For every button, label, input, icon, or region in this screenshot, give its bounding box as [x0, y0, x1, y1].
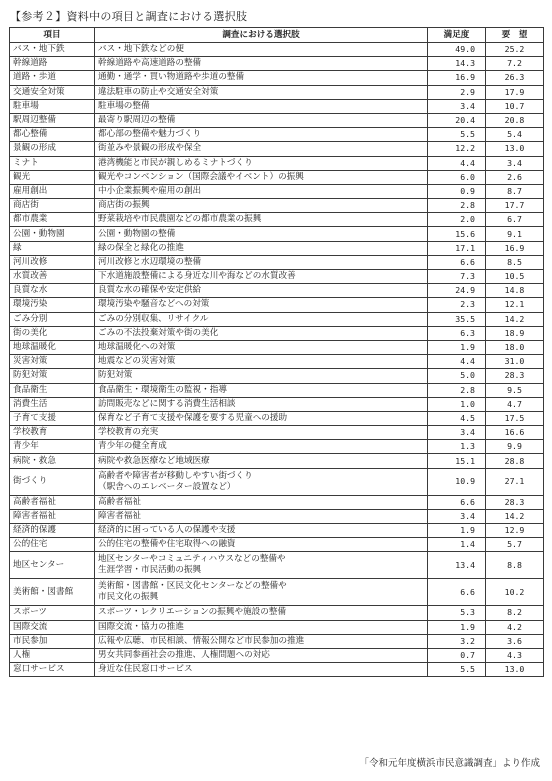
item-cell: 地球温暖化 [10, 340, 95, 354]
table-row [10, 156, 544, 170]
demand-cell: 13.0 [486, 663, 544, 677]
satisfaction-cell: 6.0 [428, 170, 486, 184]
table-row [10, 71, 544, 85]
table-row [10, 634, 544, 648]
demand-cell: 5.4 [486, 128, 544, 142]
item-cell: 障害者福祉 [10, 509, 95, 523]
survey-text-line: 防犯対策 [98, 370, 133, 381]
item-cell: 防犯対策 [10, 369, 95, 383]
item-cell: 窓口サービス [10, 663, 95, 677]
survey-text-line: 野菜栽培や市民農園などの都市農業の振興 [98, 214, 262, 225]
satisfaction-cell: 17.1 [428, 241, 486, 255]
item-cell: 食品衛生 [10, 383, 95, 397]
satisfaction-cell: 12.2 [428, 142, 486, 156]
survey-cell [95, 468, 428, 495]
demand-cell: 28.8 [486, 454, 544, 468]
survey-cell [95, 85, 428, 99]
table-row [10, 99, 544, 113]
demand-cell: 13.0 [486, 142, 544, 156]
survey-text-line: 病院や救急医療など地域医療 [98, 455, 210, 466]
survey-text-line: 地区センターやコミュニティハウスなどの整備や [98, 554, 286, 565]
satisfaction-cell: 0.9 [428, 184, 486, 198]
survey-cell [95, 270, 428, 284]
survey-text-line: 公的住宅の整備や住宅取得への融資 [98, 539, 236, 550]
item-cell: 駅周辺整備 [10, 113, 95, 127]
demand-cell: 8.5 [486, 255, 544, 269]
satisfaction-cell: 49.0 [428, 43, 486, 57]
survey-text-line: ごみの分別収集、リサイクル [98, 313, 209, 324]
satisfaction-cell: 3.2 [428, 634, 486, 648]
survey-text-line: 国際交流・協力の推進 [98, 621, 184, 632]
item-cell: 災害対策 [10, 355, 95, 369]
item-cell: 都市農業 [10, 213, 95, 227]
survey-cell [95, 255, 428, 269]
satisfaction-cell: 24.9 [428, 284, 486, 298]
table-row [10, 199, 544, 213]
demand-cell: 28.3 [486, 495, 544, 509]
demand-cell: 27.1 [486, 468, 544, 495]
table-row [10, 213, 544, 227]
survey-text-line: 地震などの災害対策 [98, 356, 176, 367]
demand-cell: 14.2 [486, 509, 544, 523]
demand-cell: 4.3 [486, 648, 544, 662]
satisfaction-cell: 20.4 [428, 113, 486, 127]
survey-cell [95, 355, 428, 369]
satisfaction-cell: 10.9 [428, 468, 486, 495]
survey-cell [95, 509, 428, 523]
table-row [10, 355, 544, 369]
table-row [10, 620, 544, 634]
table-row [10, 552, 544, 579]
satisfaction-cell: 5.3 [428, 606, 486, 620]
table-row [10, 298, 544, 312]
satisfaction-cell: 4.4 [428, 156, 486, 170]
item-cell: 経済的保護 [10, 524, 95, 538]
item-cell: 河川改修 [10, 255, 95, 269]
survey-text-line: 良質な水の確保や安定供給 [98, 285, 202, 296]
survey-text-line: 中小企業振興や雇用の創出 [98, 185, 202, 196]
item-cell: 都心整備 [10, 128, 95, 142]
satisfaction-cell: 1.9 [428, 524, 486, 538]
survey-cell [95, 383, 428, 397]
survey-text-line: 生涯学習・市民活動の振興 [98, 565, 202, 576]
item-cell: 地区センター [10, 552, 95, 579]
survey-text-line: （駅舎へのエレベーター設置など） [98, 481, 236, 492]
table-row [10, 369, 544, 383]
demand-cell: 16.9 [486, 241, 544, 255]
satisfaction-cell: 1.9 [428, 340, 486, 354]
table-row [10, 579, 544, 606]
demand-cell: 12.1 [486, 298, 544, 312]
survey-text-line: 障害者福祉 [98, 510, 141, 521]
survey-cell [95, 184, 428, 198]
survey-text-line: 青少年の健全育成 [98, 441, 167, 452]
header-satisfaction: 満足度 [428, 28, 486, 43]
table-row [10, 397, 544, 411]
table-row [10, 648, 544, 662]
item-cell: 交通安全対策 [10, 85, 95, 99]
table-row [10, 524, 544, 538]
survey-text-line: 食品衛生・環境衛生の監視・指導 [98, 384, 227, 395]
table-row [10, 43, 544, 57]
survey-cell [95, 213, 428, 227]
table-row [10, 538, 544, 552]
table-row [10, 426, 544, 440]
satisfaction-cell: 5.5 [428, 128, 486, 142]
satisfaction-cell: 4.5 [428, 411, 486, 425]
survey-cell [95, 142, 428, 156]
item-cell: 人権 [10, 648, 95, 662]
table-row [10, 509, 544, 523]
survey-text-line: 広報や広聴、市民相談、情報公開など市民参加の推進 [98, 635, 305, 646]
satisfaction-cell: 1.9 [428, 620, 486, 634]
demand-cell: 7.2 [486, 57, 544, 71]
survey-cell [95, 241, 428, 255]
item-cell: 消費生活 [10, 397, 95, 411]
satisfaction-cell: 0.7 [428, 648, 486, 662]
satisfaction-cell: 3.4 [428, 426, 486, 440]
survey-text-line: 保育など子育て支援や保護を要する児童への援助 [98, 412, 288, 423]
satisfaction-cell: 35.5 [428, 312, 486, 326]
item-cell: 緑 [10, 241, 95, 255]
survey-cell [95, 663, 428, 677]
table-header-row [10, 28, 544, 43]
item-cell: バス・地下鉄 [10, 43, 95, 57]
table-row [10, 270, 544, 284]
table-row [10, 326, 544, 340]
survey-cell [95, 326, 428, 340]
survey-cell [95, 495, 428, 509]
satisfaction-cell: 1.3 [428, 440, 486, 454]
item-cell: 街づくり [10, 468, 95, 495]
survey-cell [95, 552, 428, 579]
satisfaction-cell: 6.6 [428, 495, 486, 509]
item-cell: 美術館・図書館 [10, 579, 95, 606]
survey-cell [95, 648, 428, 662]
survey-cell [95, 538, 428, 552]
survey-text-line: スポーツ・レクリエーションの振興や施設の整備 [98, 607, 287, 618]
survey-text-line: 最寄り駅周辺の整備 [98, 115, 176, 126]
source-note: 「令和元年度横浜市民意識調査」より作成 [359, 758, 540, 769]
survey-cell [95, 524, 428, 538]
survey-cell [95, 369, 428, 383]
survey-cell [95, 440, 428, 454]
table-row [10, 241, 544, 255]
demand-cell: 2.6 [486, 170, 544, 184]
survey-cell [95, 426, 428, 440]
table-row [10, 606, 544, 620]
table-row [10, 255, 544, 269]
survey-text-line: 公園・動物園の整備 [98, 228, 176, 239]
demand-cell: 25.2 [486, 43, 544, 57]
item-cell: 公的住宅 [10, 538, 95, 552]
survey-text-line: 観光やコンベンション（国際会議やイベント）の振興 [98, 171, 304, 182]
demand-cell: 14.8 [486, 284, 544, 298]
table-row [10, 495, 544, 509]
survey-cell [95, 606, 428, 620]
item-cell: 雇用創出 [10, 184, 95, 198]
item-cell: 街の美化 [10, 326, 95, 340]
item-cell: 高齢者福祉 [10, 495, 95, 509]
survey-cell [95, 340, 428, 354]
page-heading: 【参考２】資料中の項目と調査における選択肢 [10, 10, 248, 23]
survey-text-line: 環境汚染や騒音などへの対策 [98, 299, 210, 310]
demand-cell: 10.7 [486, 99, 544, 113]
satisfaction-cell: 1.4 [428, 538, 486, 552]
table-row [10, 383, 544, 397]
survey-text-line: 緑の保全と緑化の推進 [98, 242, 184, 253]
header-item: 項目 [10, 28, 95, 43]
demand-cell: 10.5 [486, 270, 544, 284]
demand-cell: 28.3 [486, 369, 544, 383]
survey-cell [95, 170, 428, 184]
survey-cell [95, 620, 428, 634]
satisfaction-cell: 2.8 [428, 199, 486, 213]
demand-cell: 8.8 [486, 552, 544, 579]
satisfaction-cell: 6.3 [428, 326, 486, 340]
demand-cell: 8.2 [486, 606, 544, 620]
survey-text-line: 港湾機能と市民が親しめるミナトづくり [98, 157, 253, 168]
demand-cell: 18.0 [486, 340, 544, 354]
survey-cell [95, 71, 428, 85]
survey-text-line: 高齢者や障害者が移動しやすい街づくり [98, 470, 253, 481]
table-row [10, 142, 544, 156]
demand-cell: 12.9 [486, 524, 544, 538]
satisfaction-cell: 5.0 [428, 369, 486, 383]
demand-cell: 9.5 [486, 383, 544, 397]
survey-text-line: 通勤・通学・買い物道路や歩道の整備 [98, 72, 245, 83]
table-row [10, 440, 544, 454]
item-cell: ごみ分別 [10, 312, 95, 326]
survey-cell [95, 128, 428, 142]
demand-cell: 17.9 [486, 85, 544, 99]
table-body [10, 43, 544, 677]
satisfaction-cell: 5.5 [428, 663, 486, 677]
demand-cell: 5.7 [486, 538, 544, 552]
table-row [10, 170, 544, 184]
survey-text-line: 美術館・図書館・区民文化センターなどの整備や [98, 581, 287, 592]
satisfaction-cell: 2.9 [428, 85, 486, 99]
survey-text-line: 都心部の整備や魅力づくり [98, 129, 202, 140]
demand-cell: 4.2 [486, 620, 544, 634]
survey-text-line: ごみの不法投棄対策や街の美化 [98, 327, 219, 338]
table-row [10, 85, 544, 99]
item-cell: 子育て支援 [10, 411, 95, 425]
table-row [10, 57, 544, 71]
demand-cell: 6.7 [486, 213, 544, 227]
demand-cell: 9.1 [486, 227, 544, 241]
demand-cell: 17.7 [486, 199, 544, 213]
survey-text-line: 身近な住民窓口サービス [98, 664, 193, 675]
satisfaction-cell: 13.4 [428, 552, 486, 579]
table-row [10, 284, 544, 298]
demand-cell: 17.5 [486, 411, 544, 425]
item-cell: ミナト [10, 156, 95, 170]
satisfaction-cell: 4.4 [428, 355, 486, 369]
satisfaction-cell: 7.3 [428, 270, 486, 284]
item-cell: 観光 [10, 170, 95, 184]
survey-cell [95, 634, 428, 648]
item-cell: スポーツ [10, 606, 95, 620]
survey-cell [95, 113, 428, 127]
item-cell: 病院・救急 [10, 454, 95, 468]
satisfaction-cell: 15.6 [428, 227, 486, 241]
table-row [10, 184, 544, 198]
survey-text-line: バス・地下鉄などの便 [98, 44, 184, 55]
table-row [10, 312, 544, 326]
item-cell: 国際交流 [10, 620, 95, 634]
survey-text-line: 駐車場の整備 [98, 100, 150, 111]
survey-cell [95, 579, 428, 606]
demand-cell: 20.8 [486, 113, 544, 127]
survey-text-line: 男女共同参画社会の推進、人権問題への対応 [98, 650, 270, 661]
demand-cell: 3.6 [486, 634, 544, 648]
survey-cell [95, 454, 428, 468]
table-row [10, 454, 544, 468]
satisfaction-cell: 16.9 [428, 71, 486, 85]
table-row [10, 411, 544, 425]
survey-text-line: 市民文化の振興 [98, 592, 159, 603]
table-row [10, 468, 544, 495]
satisfaction-cell: 6.6 [428, 255, 486, 269]
survey-text-line: 河川改修と水辺環境の整備 [98, 256, 202, 267]
table-row [10, 128, 544, 142]
demand-cell: 18.9 [486, 326, 544, 340]
item-cell: 水質改善 [10, 270, 95, 284]
demand-cell: 8.7 [486, 184, 544, 198]
table-row [10, 340, 544, 354]
header-survey: 調査における選択肢 [95, 28, 428, 43]
satisfaction-cell: 2.3 [428, 298, 486, 312]
item-cell: 良質な水 [10, 284, 95, 298]
survey-cell [95, 298, 428, 312]
survey-text-line: 経済的に困っている人の保護や支援 [98, 525, 236, 536]
survey-items-table [9, 27, 544, 677]
item-cell: 商店街 [10, 199, 95, 213]
table-row [10, 227, 544, 241]
survey-text-line: 幹線道路や高速道路の整備 [98, 58, 202, 69]
satisfaction-cell: 2.8 [428, 383, 486, 397]
satisfaction-cell: 3.4 [428, 509, 486, 523]
survey-text-line: 違法駐車の防止や交通安全対策 [98, 86, 219, 97]
survey-cell [95, 57, 428, 71]
demand-cell: 26.3 [486, 71, 544, 85]
item-cell: 市民参加 [10, 634, 95, 648]
header-demand: 要 望 [486, 28, 544, 43]
survey-cell [95, 397, 428, 411]
item-cell: 駐車場 [10, 99, 95, 113]
survey-text-line: 下水道施設整備による身近な川や海などの水質改善 [98, 271, 296, 282]
satisfaction-cell: 2.0 [428, 213, 486, 227]
demand-cell: 10.2 [486, 579, 544, 606]
survey-text-line: 高齢者福祉 [98, 496, 141, 507]
satisfaction-cell: 14.3 [428, 57, 486, 71]
demand-cell: 31.0 [486, 355, 544, 369]
item-cell: 学校教育 [10, 426, 95, 440]
satisfaction-cell: 1.0 [428, 397, 486, 411]
demand-cell: 14.2 [486, 312, 544, 326]
demand-cell: 16.6 [486, 426, 544, 440]
survey-cell [95, 199, 428, 213]
survey-cell [95, 156, 428, 170]
table-row [10, 113, 544, 127]
survey-text-line: 地球温暖化への対策 [98, 342, 176, 353]
item-cell: 青少年 [10, 440, 95, 454]
survey-cell [95, 43, 428, 57]
survey-text-line: 商店街の振興 [98, 200, 150, 211]
survey-cell [95, 227, 428, 241]
satisfaction-cell: 15.1 [428, 454, 486, 468]
demand-cell: 9.9 [486, 440, 544, 454]
demand-cell: 4.7 [486, 397, 544, 411]
item-cell: 道路・歩道 [10, 71, 95, 85]
survey-text-line: 訪問販売などに関する消費生活相談 [98, 398, 236, 409]
item-cell: 幹線道路 [10, 57, 95, 71]
satisfaction-cell: 6.6 [428, 579, 486, 606]
satisfaction-cell: 3.4 [428, 99, 486, 113]
survey-cell [95, 99, 428, 113]
survey-cell [95, 312, 428, 326]
survey-cell [95, 411, 428, 425]
survey-cell [95, 284, 428, 298]
survey-text-line: 学校教育の充実 [98, 427, 159, 438]
item-cell: 景観の形成 [10, 142, 95, 156]
demand-cell: 3.4 [486, 156, 544, 170]
survey-text-line: 街並みや景観の形成や保全 [98, 143, 202, 154]
table-row [10, 663, 544, 677]
item-cell: 公園・動物園 [10, 227, 95, 241]
item-cell: 環境汚染 [10, 298, 95, 312]
